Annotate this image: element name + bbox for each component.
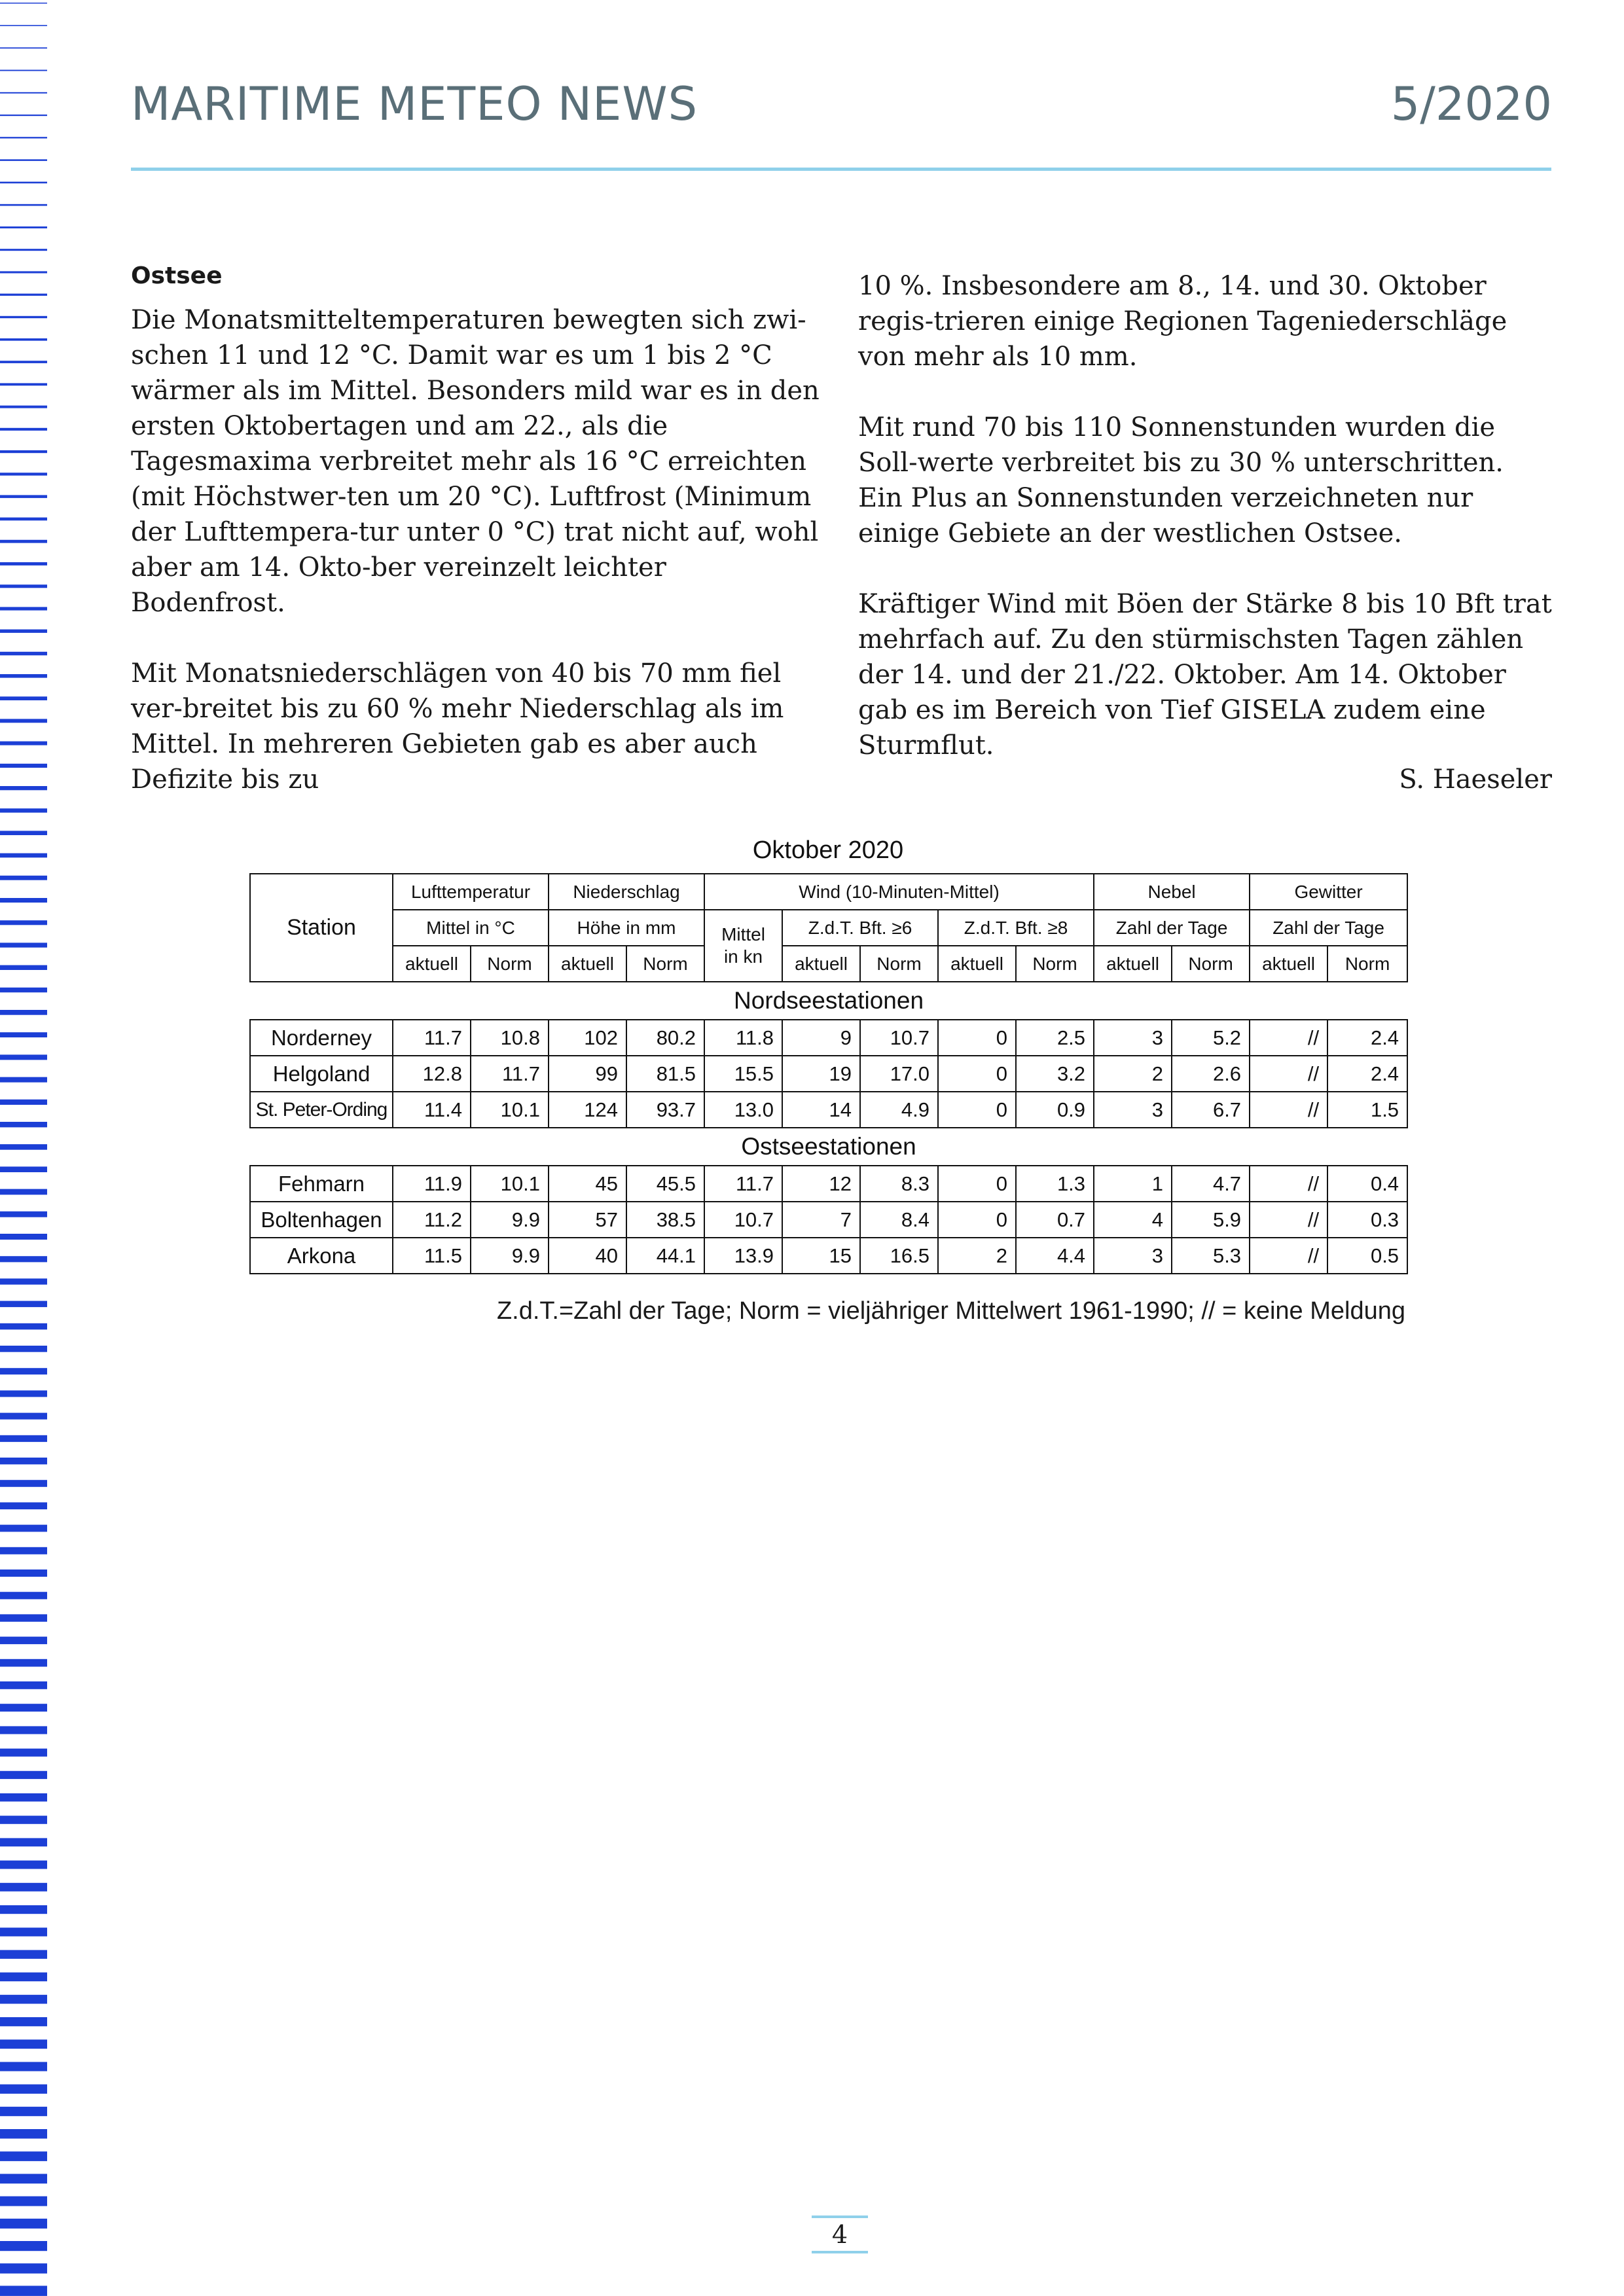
table-cell: 2 xyxy=(938,1238,1016,1274)
table-cell: 11.9 xyxy=(393,1166,471,1202)
stripe xyxy=(0,294,47,296)
stripe xyxy=(0,1077,47,1083)
section-row xyxy=(250,982,1407,1020)
table-cell: 4.7 xyxy=(1172,1166,1250,1202)
stripe xyxy=(0,540,47,543)
table-row xyxy=(250,1092,1407,1128)
table-cell: 14 xyxy=(782,1092,860,1128)
stripe xyxy=(0,2197,47,2206)
header-norm: Norm xyxy=(860,946,938,982)
table-cell: 2.4 xyxy=(1327,1056,1407,1092)
table-cell: 9 xyxy=(782,1020,860,1056)
header-norm: Norm xyxy=(626,946,704,982)
header-wind: Wind (10-Minuten-Mittel) xyxy=(704,874,1094,910)
table-cell: // xyxy=(1250,1202,1327,1238)
section-title: Ostseestationen xyxy=(250,1128,1407,1166)
stripe xyxy=(0,1928,47,1936)
stripe xyxy=(0,338,47,341)
stripe xyxy=(0,584,47,588)
table-cell: 0 xyxy=(938,1020,1016,1056)
table-cell: 0.9 xyxy=(1016,1092,1094,1128)
table-cell: 80.2 xyxy=(626,1020,704,1056)
table-cell: 9.9 xyxy=(471,1202,549,1238)
stripe xyxy=(0,1950,47,1958)
stripe xyxy=(0,1166,47,1172)
stripe xyxy=(0,1659,47,1667)
stripe xyxy=(0,2129,47,2139)
stripe xyxy=(0,2219,47,2229)
header-aktuell: aktuell xyxy=(549,946,626,982)
table-row xyxy=(250,1056,1407,1092)
stripe xyxy=(0,898,47,903)
stripe xyxy=(0,182,47,184)
stripe xyxy=(0,1973,47,1982)
header-zahl-tage-nebel: Zahl der Tage xyxy=(1094,910,1250,946)
table-cell: 1 xyxy=(1094,1166,1172,1202)
stripe xyxy=(0,92,47,94)
stripe xyxy=(0,70,47,71)
table-cell: 3 xyxy=(1094,1092,1172,1128)
table-cell: 2.6 xyxy=(1172,1056,1250,1092)
table-cell: 11.7 xyxy=(393,1020,471,1056)
stripe xyxy=(0,1547,47,1554)
table-cell: 5.9 xyxy=(1172,1202,1250,1238)
stripe xyxy=(0,1234,47,1240)
table-cell: 13.9 xyxy=(704,1238,782,1274)
table-cell: 7 xyxy=(782,1202,860,1238)
stripe xyxy=(0,2151,47,2161)
stripe xyxy=(0,2286,47,2296)
stripe xyxy=(0,652,47,656)
table-cell: 38.5 xyxy=(626,1202,704,1238)
stripe xyxy=(0,1032,47,1037)
stripe xyxy=(0,518,47,521)
table-cell: 4.4 xyxy=(1016,1238,1094,1274)
stripe xyxy=(0,764,47,768)
stripe xyxy=(0,2085,47,2094)
table-cell: 45.5 xyxy=(626,1166,704,1202)
table-row xyxy=(250,1166,1407,1202)
stripe xyxy=(0,1390,47,1397)
stripe xyxy=(0,1637,47,1645)
paragraph: Mit rund 70 bis 110 Sonnenstunden wurden die Soll-werte verbreitet bis zu 30 % unterschritten. Ein Plus an Sonnenstunden verzeichneten nur einige Gebiete an der westlichen Ostsee. xyxy=(858,412,1504,548)
stripe xyxy=(0,1502,47,1509)
stripe xyxy=(0,1010,47,1015)
stripe xyxy=(0,2107,47,2116)
table-cell: 1.5 xyxy=(1327,1092,1407,1128)
table-cell: 0.4 xyxy=(1327,1166,1407,1202)
table-cell: 0.7 xyxy=(1016,1202,1094,1238)
table-cell: 13.0 xyxy=(704,1092,782,1128)
table-cell: 2 xyxy=(1094,1056,1172,1092)
stripe xyxy=(0,495,47,498)
table-cell: 12.8 xyxy=(393,1056,471,1092)
table-cell: 17.0 xyxy=(860,1056,938,1092)
paragraph: 10 %. Insbesondere am 8., 14. und 30. Oktober regis-trieren einige Regionen Tageniederschläge von mehr als 10 mm. xyxy=(858,271,1507,372)
stripe xyxy=(0,1323,47,1330)
section-heading: Ostsee xyxy=(131,262,223,289)
table-cell: 102 xyxy=(549,1020,626,1056)
stripe xyxy=(0,1211,47,1217)
table-cell: 0 xyxy=(938,1056,1016,1092)
table-cell: 11.7 xyxy=(471,1056,549,1092)
table-cell: 3 xyxy=(1094,1238,1172,1274)
stripe xyxy=(0,786,47,790)
station-name: Arkona xyxy=(250,1238,393,1274)
table-body xyxy=(250,982,1407,1274)
table-cell: 15 xyxy=(782,1238,860,1274)
table-cell: 10.7 xyxy=(704,1202,782,1238)
stripe xyxy=(0,1771,47,1779)
table-cell: 81.5 xyxy=(626,1056,704,1092)
header-zahl-tage-gewitter: Zahl der Tage xyxy=(1250,910,1407,946)
header-aktuell: aktuell xyxy=(1250,946,1327,982)
paragraph: Kräftiger Wind mit Böen der Stärke 8 bis 10 Bft trat mehrfach auf. Zu den stürmischsten Tagen zählen der 14. und der 21./22. Oktober. Am 14. Oktober gab es im Bereich von Tief GISELA zudem eine Sturmflut. xyxy=(858,589,1552,761)
stripe xyxy=(0,1144,47,1150)
stripe xyxy=(0,831,47,835)
stripe xyxy=(0,428,47,431)
table-cell: 16.5 xyxy=(860,1238,938,1274)
table-cell: 10.8 xyxy=(471,1020,549,1056)
data-table xyxy=(249,873,1408,1274)
stripe xyxy=(0,1480,47,1487)
stripe xyxy=(0,204,47,206)
stripe xyxy=(0,1435,47,1442)
stripe xyxy=(0,2039,47,2049)
stripe xyxy=(0,1525,47,1532)
stripe xyxy=(0,383,47,386)
table-cell: 0.3 xyxy=(1327,1202,1407,1238)
stripe xyxy=(0,674,47,678)
stripe xyxy=(0,1883,47,1892)
stripe xyxy=(0,696,47,700)
header-norm: Norm xyxy=(471,946,549,982)
stripe xyxy=(0,630,47,633)
stripe xyxy=(0,1816,47,1824)
table-cell: 4.9 xyxy=(860,1092,938,1128)
stripe xyxy=(0,1726,47,1734)
stripe xyxy=(0,942,47,947)
stripe xyxy=(0,47,47,48)
stripe xyxy=(0,316,47,318)
stripe xyxy=(0,2017,47,2026)
stripe xyxy=(0,137,47,138)
table-row xyxy=(250,1238,1407,1274)
table-footnote: Z.d.T.=Zahl der Tage; Norm = vieljähriger Mittelwert 1961-1990; // = keine Meldung xyxy=(496,1297,1405,1325)
table-cell: 11.5 xyxy=(393,1238,471,1274)
header-norm: Norm xyxy=(1172,946,1250,982)
table-cell: 8.4 xyxy=(860,1202,938,1238)
table-cell: 0 xyxy=(938,1092,1016,1128)
table-cell: 0 xyxy=(938,1202,1016,1238)
newsletter-title: MARITIME METEO NEWS xyxy=(131,77,698,131)
stripe xyxy=(0,1100,47,1105)
table-row xyxy=(250,1202,1407,1238)
table-cell: 5.3 xyxy=(1172,1238,1250,1274)
table-cell: 1.3 xyxy=(1016,1166,1094,1202)
stripe xyxy=(0,1861,47,1869)
station-name: Fehmarn xyxy=(250,1166,393,1202)
table-cell: 15.5 xyxy=(704,1056,782,1092)
header-zdt-8: Z.d.T. Bft. ≥8 xyxy=(938,910,1094,946)
stripe xyxy=(0,1301,47,1308)
table-cell: 11.4 xyxy=(393,1092,471,1128)
stripe xyxy=(0,742,47,745)
stripe xyxy=(0,1122,47,1127)
stripe xyxy=(0,1704,47,1712)
stripe xyxy=(0,2062,47,2071)
table-cell: // xyxy=(1250,1056,1327,1092)
table-cell: 19 xyxy=(782,1056,860,1092)
table-cell: 2.5 xyxy=(1016,1020,1094,1056)
stripe xyxy=(0,965,47,970)
stripe xyxy=(0,1838,47,1846)
stripe xyxy=(0,1995,47,2004)
paragraph: Die Monatsmitteltemperaturen bewegten sich zwi-schen 11 und 12 °C. Damit war es um 1 bis 2 °C wärmer als im Mittel. Besonders mild war es in den ersten Oktobertagen und am 22., als die Tagesmaxima verbreitet mehr als 16 °C erreichten (mit Höchstwer-ten um 20 °C). Luftfrost (Minimum der Lufttempera-tur unter 0 °C) trat nicht auf, wohl aber am 14. Okto-ber vereinzelt leichter Bodenfrost. xyxy=(131,305,820,618)
article-column-left xyxy=(131,262,825,797)
table-cell: 3.2 xyxy=(1016,1056,1094,1092)
stripe xyxy=(0,1256,47,1262)
table-cell: 10.1 xyxy=(471,1092,549,1128)
stripe xyxy=(0,607,47,610)
stripe xyxy=(0,226,47,228)
table-row xyxy=(250,1020,1407,1056)
stripe xyxy=(0,249,47,251)
table-cell: 11.8 xyxy=(704,1020,782,1056)
table-cell: 5.2 xyxy=(1172,1020,1250,1056)
header-gewitter: Gewitter xyxy=(1250,874,1407,910)
stripe xyxy=(0,1413,47,1420)
header-rule xyxy=(131,168,1551,171)
table-cell: // xyxy=(1250,1020,1327,1056)
stripe xyxy=(0,1681,47,1689)
table-cell: // xyxy=(1250,1092,1327,1128)
table-cell: 44.1 xyxy=(626,1238,704,1274)
table-cell: 93.7 xyxy=(626,1092,704,1128)
stripe xyxy=(0,271,47,273)
table-cell: // xyxy=(1250,1166,1327,1202)
stripe xyxy=(0,25,47,26)
stripe xyxy=(0,473,47,475)
table-cell: 11.7 xyxy=(704,1166,782,1202)
header-lufttemperatur: Lufttemperatur xyxy=(393,874,549,910)
decorative-stripe-margin xyxy=(0,0,47,2296)
header-aktuell: aktuell xyxy=(393,946,471,982)
table-cell: 10.7 xyxy=(860,1020,938,1056)
header-aktuell: aktuell xyxy=(782,946,860,982)
article-column-right xyxy=(858,268,1552,763)
station-name: Norderney xyxy=(250,1020,393,1056)
stripe xyxy=(0,1054,47,1060)
table-cell: 4 xyxy=(1094,1202,1172,1238)
stripe xyxy=(0,1570,47,1577)
stripe xyxy=(0,1368,47,1374)
paragraph: Mit Monatsniederschlägen von 40 bis 70 mm fiel ver-breitet bis zu 60 % mehr Niederschlag als im Mittel. In mehreren Gebieten gab es aber auch Defizite bis zu xyxy=(131,658,784,795)
climate-table xyxy=(249,833,1407,1274)
stripe xyxy=(0,920,47,925)
table-cell: 45 xyxy=(549,1166,626,1202)
header-norm: Norm xyxy=(1016,946,1094,982)
stripe xyxy=(0,719,47,723)
section-row xyxy=(250,1128,1407,1166)
header-nebel: Nebel xyxy=(1094,874,1250,910)
table-cell: 8.3 xyxy=(860,1166,938,1202)
table-cell: 12 xyxy=(782,1166,860,1202)
stripe xyxy=(0,1189,47,1195)
stripe xyxy=(0,406,47,408)
table-cell: 10.1 xyxy=(471,1166,549,1202)
table-caption: Oktober 2020 xyxy=(752,836,904,864)
stripe xyxy=(0,876,47,880)
table-cell: 124 xyxy=(549,1092,626,1128)
section-title: Nordseestationen xyxy=(250,982,1407,1020)
header-aktuell: aktuell xyxy=(1094,946,1172,982)
stripe xyxy=(0,1592,47,1599)
stripe xyxy=(0,1905,47,1914)
header-zdt-6: Z.d.T. Bft. ≥6 xyxy=(782,910,938,946)
header-niederschlag: Niederschlag xyxy=(549,874,704,910)
header-mittel-c: Mittel in °C xyxy=(393,910,549,946)
page-number: 4 xyxy=(812,2215,868,2253)
header-hoehe-mm: Höhe in mm xyxy=(549,910,704,946)
header-mittel-kn: Mittel in kn xyxy=(704,910,782,982)
table-cell: 99 xyxy=(549,1056,626,1092)
table-cell: 40 xyxy=(549,1238,626,1274)
stripe xyxy=(0,853,47,858)
stripe xyxy=(0,361,47,363)
table-cell: 57 xyxy=(549,1202,626,1238)
header-norm: Norm xyxy=(1327,946,1407,982)
stripe xyxy=(0,1793,47,1802)
station-name: Boltenhagen xyxy=(250,1202,393,1238)
table-cell: 6.7 xyxy=(1172,1092,1250,1128)
table-cell: 0.5 xyxy=(1327,1238,1407,1274)
stripe xyxy=(0,159,47,161)
stripe xyxy=(0,2263,47,2273)
table-cell: 9.9 xyxy=(471,1238,549,1274)
stripe xyxy=(0,115,47,116)
station-name: Helgoland xyxy=(250,1056,393,1092)
stripe xyxy=(0,1346,47,1352)
header-aktuell: aktuell xyxy=(938,946,1016,982)
table-cell: 3 xyxy=(1094,1020,1172,1056)
station-name: St. Peter-Ording xyxy=(250,1092,393,1128)
stripe xyxy=(0,1749,47,1757)
table-cell: // xyxy=(1250,1238,1327,1274)
stripe xyxy=(0,450,47,453)
stripe xyxy=(0,1278,47,1284)
table-cell: 0 xyxy=(938,1166,1016,1202)
stripe xyxy=(0,3,47,4)
stripe xyxy=(0,562,47,565)
header-station: Station xyxy=(250,874,393,982)
table-cell: 2.4 xyxy=(1327,1020,1407,1056)
stripe xyxy=(0,1458,47,1464)
stripe xyxy=(0,988,47,993)
stripe xyxy=(0,2174,47,2183)
table-cell: 11.2 xyxy=(393,1202,471,1238)
stripe xyxy=(0,2241,47,2251)
issue-number: 5/2020 xyxy=(1390,77,1552,131)
stripe xyxy=(0,1614,47,1621)
stripe xyxy=(0,808,47,812)
author-signature: S. Haeseler xyxy=(1399,764,1552,795)
